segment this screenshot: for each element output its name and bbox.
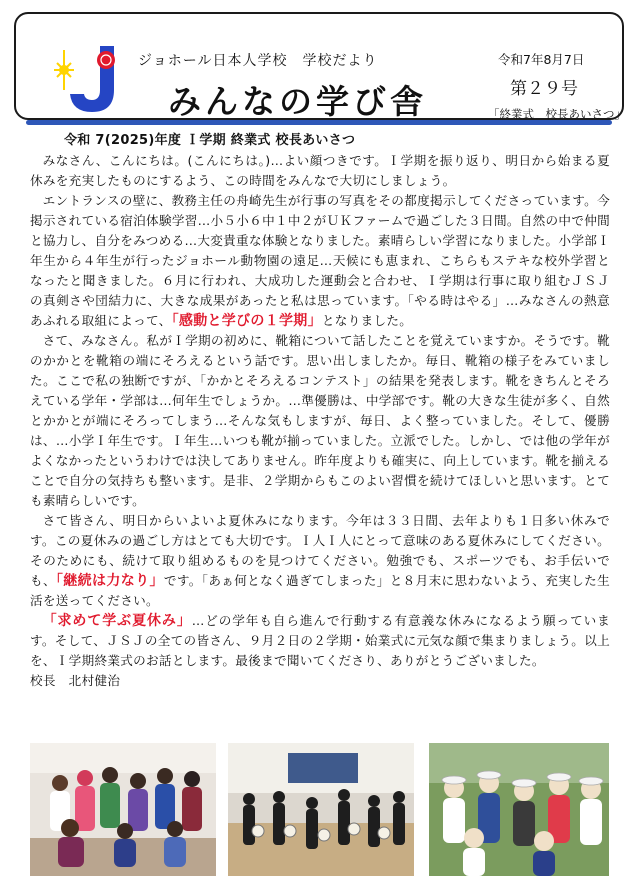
highlight-term-2: 「継続は力なり」: [55, 573, 164, 589]
paragraph-events: [30, 191, 610, 331]
photo-outdoor-image: [429, 743, 609, 876]
newsletter-title: みんなの学び舎: [168, 82, 427, 121]
photo-gym-image: [228, 743, 414, 876]
school-name-line: ジョホール日本人学校 学校だより: [138, 53, 378, 69]
principal-signature: 校長 北村健治: [30, 673, 121, 688]
paragraph-events-end: となりました。: [321, 313, 413, 328]
paragraph-summer-text: さて皆さん、明日からいよいよ夏休みになります。今年は３３日間、去年よりも１日多い休みです。この夏休みの過ごし方はとても大切です。Ｉ人Ｉ人にとって意味のある夏休みにしてください。そのためにも、続けて取り組めるものを見つけてください。勉強でも、スポーツでも、お手伝いでも、: [30, 513, 610, 588]
newsletter-header: [14, 12, 624, 120]
school-logo-icon: [54, 42, 126, 114]
highlight-term-1: 「感動と学びの１学期」: [171, 313, 322, 329]
photo-group-image: [30, 743, 216, 876]
photo-gym-performance: [228, 743, 414, 876]
paragraph-closing-text: …どの学年も自ら進んで行動する有意義な休みになるよう願っています。そして、ＪＳＪの全ての皆さん、９月２日の２学期・始業式に元気な顔で集まりましょう。以上を、Ｉ学期終業式のお話とします。最後まで聞いてくださり、ありがとうございました。: [30, 613, 610, 668]
highlight-term-3: 「求めて学ぶ夏休み」: [42, 613, 192, 629]
photo-outdoor-students: [429, 743, 609, 876]
issue-topic: 「終業式 校長あいさつ」: [488, 107, 626, 121]
paragraph-summer: [30, 511, 610, 611]
issue-number: 第２９号: [510, 79, 578, 99]
photo-group-students: [30, 743, 216, 876]
article-body: [30, 131, 610, 691]
paragraph-closing: [30, 611, 610, 671]
paragraph-greeting: みなさん、こんにちは。(こんにちは。)…よい顔つきです。Ｉ学期を振り返り、明日から始まる夏休みを充実したものにするよう、この時間をみんなで大切にしましょう。: [30, 153, 610, 188]
paragraph-events-text: エントランスの壁に、教務主任の舟崎先生が行事の写真をその都度掲示してくださっています。今掲示されている宿泊体験学習…小５小６中１中２がＵＫファームで過ごした３日間。自然の中で仲間と協力し、自分をみつめる…大変貴重な体験となりました。素晴らしい学習になりました。小学部Ｉ年生から４年生が行ったジョホール動物園の遠足…天候にも恵まれ、こちらもステキな校外学習となったと聞きました。６月に行われ、大成功した運動会と合わせ、Ｉ学期は行事に取り組むＪＳＪの真剣さや団結力に、大きな成果があったと私は思っています。「やる時はやる」…みなさんの熱意あふれる取組によって、: [30, 193, 610, 328]
paragraph-summer-end: です。「あぁ何となく過ぎてしまった」と８月末に思わないよう、充実した生活を送ってください。: [30, 573, 610, 608]
issue-date: 令和7年8月7日: [498, 52, 585, 67]
paragraph-shoes: さて、みなさん。私がＩ学期の初めに、靴箱について話したことを覚えていますか。そうです。靴のかかとを靴箱の端にそろえるという話です。思い出しましたか。毎日、靴箱の様子をみていました。ここで私の独断ですが、「かかとそろえるコンテスト」の結果を発表します。靴をきちんとそろえている学年・学部は…何年生でしょうか。…準優勝は、中学部です。靴の大きな生徒が多く、自然とかかとが端にそろってしまう…そんな気もしますが、毎日、よく整っていました。そして、優勝は、…小学Ｉ年生です。Ｉ年生…いつも靴が揃っていました。立派でした。しかし、では他の学年がよくなかったというわけでは決してありません。昨年度よりも確実に、向上しています。靴を揃えることで自分の気持ちも整います。是非、２学期からもこのよい習慣を続けてほしいと思います。とても素晴らしいです。: [30, 333, 610, 508]
article-heading: 令和 7(2025)年度 Ｉ学期 終業式 校長あいさつ: [64, 133, 356, 148]
